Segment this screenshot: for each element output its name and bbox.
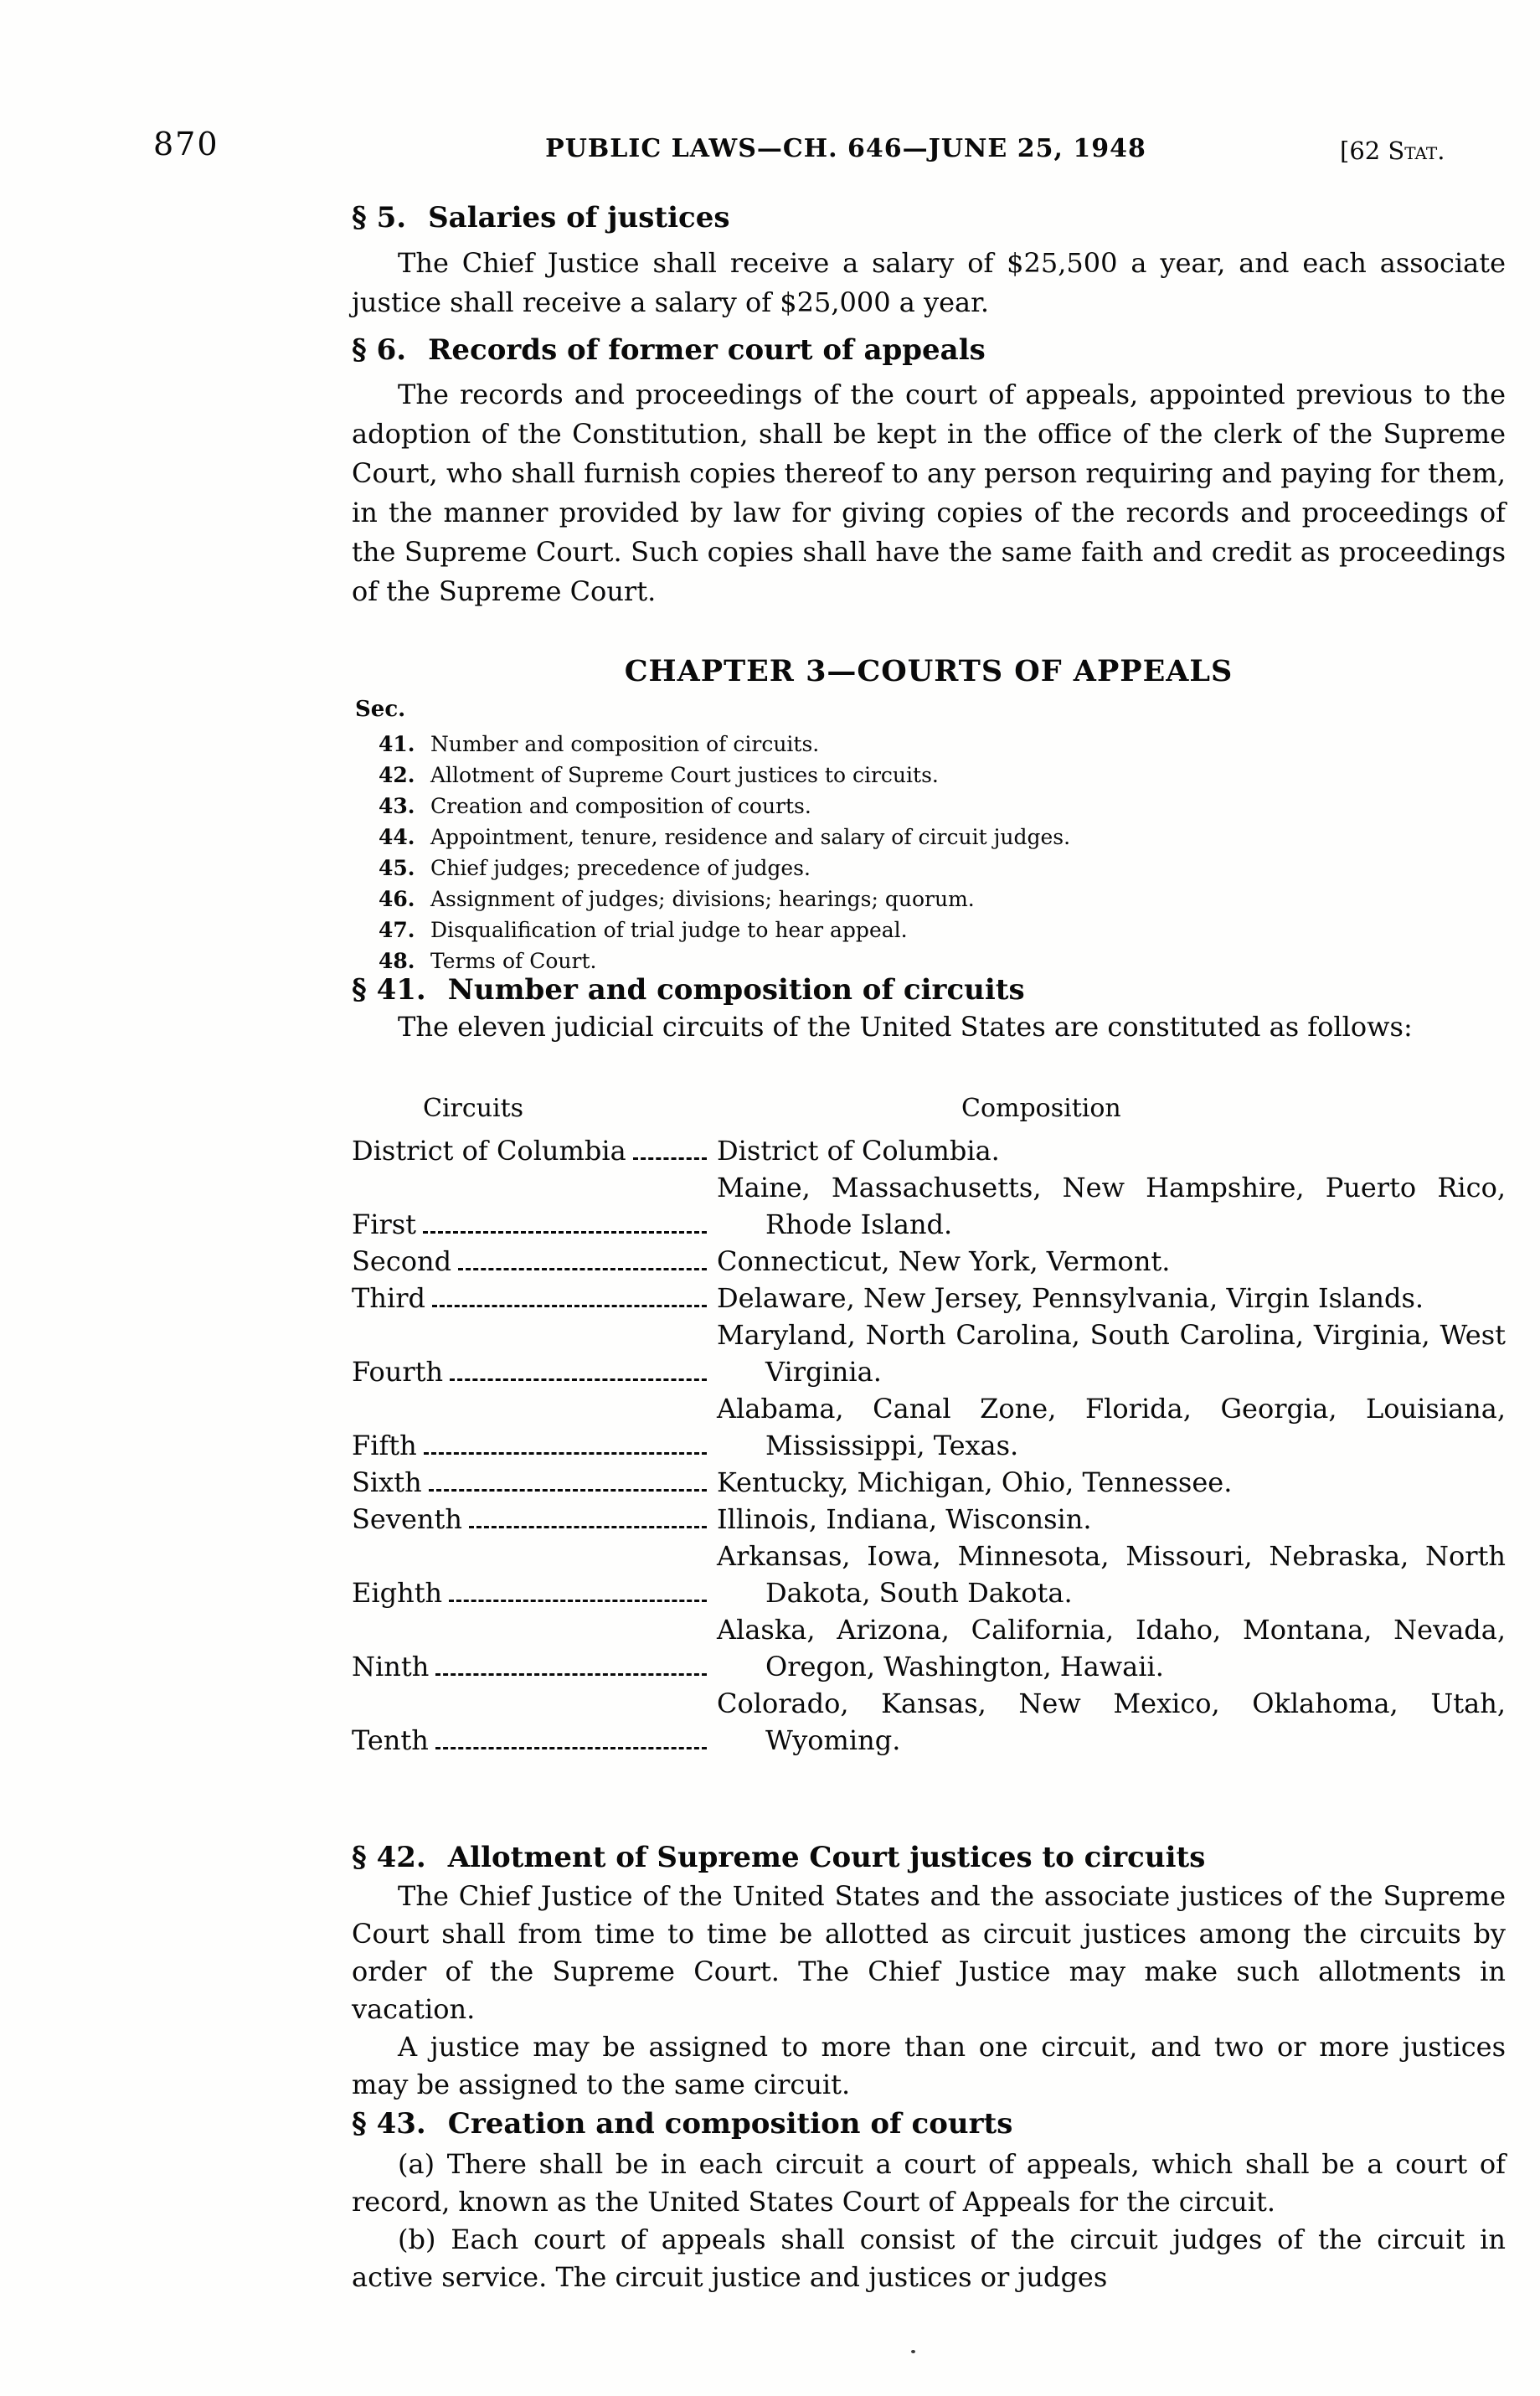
section-42-paragraph-1: The Chief Justice of the United States and the associate justices of the Supreme Court shall from time to time be allotted as circuit justices among the circuits by order of the Supreme Court. The Chief Justice may make such allotments in vacation.: [352, 1880, 1506, 2025]
circuits-table: [352, 1132, 1506, 1759]
circuit-composition: Delaware, New Jersey, Pennsylvania, Virgin Islands.: [717, 1282, 1424, 1314]
toc-item-number: 41.: [379, 732, 415, 756]
section-43-paragraph-a: (a) There shall be in each circuit a court of appeals, which shall be a court of record, known as the United States Court of Appeals for the circuit.: [352, 2148, 1506, 2218]
toc-item: [379, 853, 1501, 884]
page-number: 870: [153, 126, 219, 162]
circuit-name: Fourth: [352, 1356, 444, 1388]
table-row: [352, 1464, 1506, 1501]
section-6-number: § 6.: [352, 333, 407, 367]
statute-reference: [62 Stat.: [1340, 137, 1445, 165]
running-header: PUBLIC LAWS—CH. 646—JUNE 25, 1948: [545, 134, 1146, 163]
toc-item-number: 48.: [379, 949, 415, 973]
table-row: [352, 1169, 1506, 1243]
toc-item: [379, 946, 1501, 976]
dash-leader: [449, 1600, 707, 1602]
table-row: [352, 1611, 1506, 1685]
section-6-paragraph: The records and proceedings of the court of appeals, appointed previous to the adoption of the Constitution, shall be kept in the office of the clerk of the Supreme Court, who shall furnish copies thereof to any person requiring and paying for them, in the manner provided by law for giving copies of the records and proceedings of the Supreme Court. Such copies shall have the same faith and credit as proceedings of the Supreme Court.: [352, 379, 1506, 607]
circuit-composition: Kentucky, Michigan, Ohio, Tennessee.: [717, 1466, 1233, 1498]
table-row: [352, 1132, 1506, 1169]
table-row: [352, 1501, 1506, 1538]
section-43-heading: [352, 2107, 1506, 2141]
dash-leader: [450, 1378, 707, 1381]
toc-item-title: Creation and composition of courts.: [430, 794, 811, 818]
section-5-title: Salaries of justices: [428, 201, 730, 234]
circuit-composition: Colorado, Kansas, New Mexico, Oklahoma, Utah, Wyoming.: [717, 1688, 1506, 1756]
table-header-circuits: Circuits: [423, 1094, 524, 1123]
toc-item-number: 46.: [379, 887, 415, 911]
table-row: [352, 1243, 1506, 1280]
sec-label: Sec.: [355, 697, 406, 722]
section-5-paragraph: The Chief Justice shall receive a salary of $25,500 a year, and each associate justice shall receive a salary of $25,000 a year.: [352, 247, 1506, 318]
toc-item-title: Assignment of judges; divisions; hearings; quorum.: [430, 887, 975, 911]
toc-item-number: 47.: [379, 918, 415, 942]
section-43-body: [352, 2146, 1506, 2296]
table-row: [352, 1390, 1506, 1464]
section-41-paragraph: The eleven judicial circuits of the United States are constituted as follows:: [398, 1011, 1413, 1043]
toc-item: [379, 915, 1501, 946]
section-5-number: § 5.: [352, 201, 407, 234]
chapter-3-heading: CHAPTER 3—COURTS OF APPEALS: [624, 654, 1234, 688]
circuit-name: Third: [352, 1282, 425, 1314]
toc-item-title: Terms of Court.: [430, 949, 597, 973]
circuit-composition: Alaska, Arizona, California, Idaho, Montana, Nevada, Oregon, Washington, Hawaii.: [717, 1614, 1506, 1682]
table-row: [352, 1685, 1506, 1759]
toc-item-number: 42.: [379, 763, 415, 787]
circuit-composition: Maryland, North Carolina, South Carolina, Virginia, West Virginia.: [717, 1319, 1506, 1388]
table-row: [352, 1538, 1506, 1611]
circuit-composition: District of Columbia.: [717, 1135, 1000, 1167]
section-41-heading: [352, 973, 1506, 1007]
toc-item-title: Appointment, tenure, residence and salary of circuit judges.: [430, 825, 1071, 849]
section-41-intro: [352, 1007, 1506, 1047]
circuit-name: Second: [352, 1245, 452, 1277]
section-42-title: Allotment of Supreme Court justices to circuits: [447, 1841, 1206, 1874]
toc-item-title: Chief judges; precedence of judges.: [430, 856, 811, 880]
section-5-heading: [352, 201, 1506, 234]
section-42-heading: [352, 1841, 1506, 1874]
dash-leader: [633, 1157, 707, 1160]
section-42-body: [352, 1878, 1506, 2104]
dash-leader: [424, 1452, 707, 1455]
section-43-title: Creation and composition of courts: [447, 2107, 1013, 2141]
toc-item-title: Allotment of Supreme Court justices to circuits.: [430, 763, 939, 787]
toc-item-number: 43.: [379, 794, 415, 818]
toc-item-number: 45.: [379, 856, 415, 880]
dash-leader: [423, 1231, 707, 1234]
circuit-composition: Arkansas, Iowa, Minnesota, Missouri, Nebraska, North Dakota, South Dakota.: [717, 1540, 1506, 1609]
dash-leader: [469, 1526, 707, 1528]
circuit-name: Ninth: [352, 1651, 430, 1682]
section-41-number: § 41.: [352, 973, 426, 1007]
table-header-composition: Composition: [961, 1094, 1121, 1123]
section-6-heading: [352, 333, 1506, 367]
toc-item-title: Disqualification of trial judge to hear appeal.: [430, 918, 908, 942]
circuit-composition: Maine, Massachusetts, New Hampshire, Puerto Rico, Rhode Island.: [717, 1172, 1506, 1240]
dash-leader: [432, 1305, 707, 1307]
section-6-title: Records of former court of appeals: [428, 333, 986, 367]
toc-item: [379, 729, 1501, 760]
circuit-name: Eighth: [352, 1577, 443, 1609]
toc-item: [379, 760, 1501, 791]
dash-leader: [429, 1489, 707, 1492]
toc-item: [379, 791, 1501, 822]
circuit-name: Fifth: [352, 1430, 417, 1461]
table-row: [352, 1317, 1506, 1390]
circuit-name: Tenth: [352, 1724, 429, 1756]
dash-leader: [458, 1268, 707, 1270]
toc-item: [379, 822, 1501, 853]
circuit-composition: Alabama, Canal Zone, Florida, Georgia, Louisiana, Mississippi, Texas.: [717, 1393, 1506, 1461]
circuit-name: First: [352, 1208, 417, 1240]
circuit-composition: Illinois, Indiana, Wisconsin.: [717, 1503, 1092, 1535]
section-42-number: § 42.: [352, 1841, 426, 1874]
section-5-body: [352, 244, 1506, 322]
scan-artifact: [911, 2350, 915, 2353]
circuit-name: District of Columbia: [352, 1135, 626, 1167]
section-43-paragraph-b: (b) Each court of appeals shall consist of the circuit judges of the circuit in active service. The circuit justice and justices or judges: [352, 2223, 1506, 2293]
section-43-number: § 43.: [352, 2107, 426, 2141]
table-row: [352, 1280, 1506, 1317]
section-41-title: Number and composition of circuits: [447, 973, 1025, 1007]
dash-leader: [435, 1673, 707, 1676]
toc-item: [379, 884, 1501, 915]
dash-leader: [435, 1747, 707, 1749]
chapter-3-toc: [379, 729, 1501, 976]
toc-item-title: Number and composition of circuits.: [430, 732, 820, 756]
toc-item-number: 44.: [379, 825, 415, 849]
section-42-paragraph-2: A justice may be assigned to more than one circuit, and two or more justices may be assigned to the same circuit.: [352, 2031, 1506, 2100]
circuit-name: Seventh: [352, 1503, 462, 1535]
circuit-name: Sixth: [352, 1466, 422, 1498]
section-6-body: [352, 375, 1506, 611]
circuit-composition: Connecticut, New York, Vermont.: [717, 1245, 1171, 1277]
